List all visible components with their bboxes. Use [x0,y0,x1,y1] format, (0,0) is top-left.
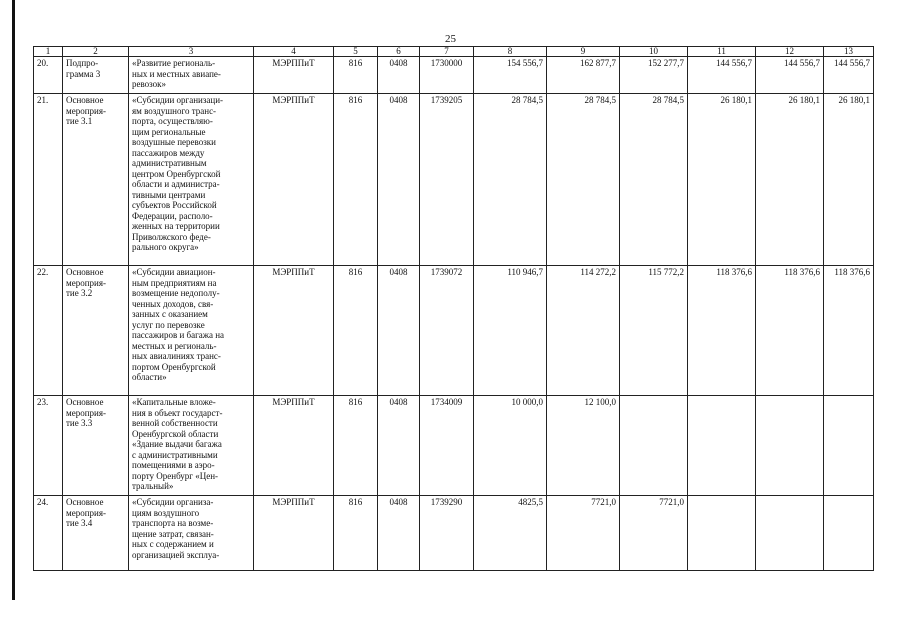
row-number-cell: 24. [34,496,63,571]
amount-cell [688,496,756,571]
table-row [34,94,874,266]
amount-cell: 28 784,5 [474,94,547,266]
amount-cell: 26 180,1 [688,94,756,266]
item-name-cell: Основное мероприя- тие 3.3 [63,396,129,496]
code-cell: 1730000 [420,57,474,94]
row-number-cell: 21. [34,94,63,266]
code-cell: 816 [334,396,378,496]
code-cell: 0408 [378,57,420,94]
page-number: 25 [445,33,456,45]
code-cell: 1739072 [420,266,474,396]
item-description-cell: «Субсидии организа- циям воздушного транспорта на возме- щение затрат, связан- ных с содержанием и организацией эксплуа- [129,496,254,571]
amount-cell [688,396,756,496]
amount-cell: 28 784,5 [547,94,620,266]
item-name-cell: Основное мероприя- тие 3.2 [63,266,129,396]
table-row [34,57,874,94]
column-header: 13 [824,47,874,57]
amount-cell: 144 556,7 [756,57,824,94]
amount-cell: 115 772,2 [620,266,688,396]
amount-cell [756,396,824,496]
responsible-org-cell: МЭРППиТ [254,396,334,496]
item-description-cell: «Капитальные вложе- ния в объект государст- венной собственности Оренбургской области «Здание выдачи багажа с административными помещениями в аэро- порту Оренбург «Цен- тральный» [129,396,254,496]
column-header: 2 [63,47,129,57]
amount-cell: 114 272,2 [547,266,620,396]
amount-cell: 152 277,7 [620,57,688,94]
code-cell: 816 [334,57,378,94]
amount-cell [824,396,874,496]
amount-cell: 7721,0 [547,496,620,571]
responsible-org-cell: МЭРППиТ [254,94,334,266]
amount-cell [620,396,688,496]
amount-cell: 26 180,1 [824,94,874,266]
column-header: 1 [34,47,63,57]
column-header: 3 [129,47,254,57]
column-header: 9 [547,47,620,57]
code-cell: 1734009 [420,396,474,496]
row-number-cell: 22. [34,266,63,396]
column-header: 12 [756,47,824,57]
item-description-cell: «Субсидии авиацион- ным предприятиям на возмещение недополу- ченных доходов, свя- занных с оказанием услуг по перевозке пассажиров и багажа на местных и региональ- ных авиалиниях транс- портом Оренбургской области» [129,266,254,396]
code-cell: 1739205 [420,94,474,266]
code-cell: 816 [334,94,378,266]
row-number-cell: 20. [34,57,63,94]
responsible-org-cell: МЭРППиТ [254,496,334,571]
code-cell: 1739290 [420,496,474,571]
table-row [34,266,874,396]
code-cell: 816 [334,496,378,571]
amount-cell: 12 100,0 [547,396,620,496]
code-cell: 0408 [378,94,420,266]
responsible-org-cell: МЭРППиТ [254,57,334,94]
page-edge-bar [12,0,15,600]
amount-cell: 26 180,1 [756,94,824,266]
amount-cell: 28 784,5 [620,94,688,266]
responsible-org-cell: МЭРППиТ [254,266,334,396]
amount-cell: 144 556,7 [824,57,874,94]
code-cell: 0408 [378,496,420,571]
amount-cell: 118 376,6 [824,266,874,396]
column-header: 11 [688,47,756,57]
item-name-cell: Основное мероприя- тие 3.4 [63,496,129,571]
column-header: 6 [378,47,420,57]
code-cell: 0408 [378,266,420,396]
table-row [34,396,874,496]
column-number-header-row [34,47,874,57]
amount-cell: 10 000,0 [474,396,547,496]
code-cell: 0408 [378,396,420,496]
item-description-cell: «Субсидии организаци- ям воздушного транс- порта, осуществляю- щим региональные воздушные перевозки пассажиров между административным центром Оренбургской области и администра- тивными центрами субъектов Российской Федерации, располо- женных на территории Приволжского феде- рального округа» [129,94,254,266]
item-name-cell: Основное мероприя- тие 3.1 [63,94,129,266]
row-number-cell: 23. [34,396,63,496]
table-row [34,496,874,571]
amount-cell [756,496,824,571]
item-description-cell: «Развитие региональ- ных и местных авиапе- ревозок» [129,57,254,94]
column-header: 5 [334,47,378,57]
budget-table [33,46,874,571]
item-name-cell: Подпро- грамма 3 [63,57,129,94]
column-header: 10 [620,47,688,57]
code-cell: 816 [334,266,378,396]
amount-cell: 110 946,7 [474,266,547,396]
amount-cell [824,496,874,571]
amount-cell: 118 376,6 [688,266,756,396]
amount-cell: 118 376,6 [756,266,824,396]
amount-cell: 162 877,7 [547,57,620,94]
column-header: 8 [474,47,547,57]
column-header: 7 [420,47,474,57]
column-header: 4 [254,47,334,57]
amount-cell: 154 556,7 [474,57,547,94]
amount-cell: 7721,0 [620,496,688,571]
amount-cell: 4825,5 [474,496,547,571]
amount-cell: 144 556,7 [688,57,756,94]
